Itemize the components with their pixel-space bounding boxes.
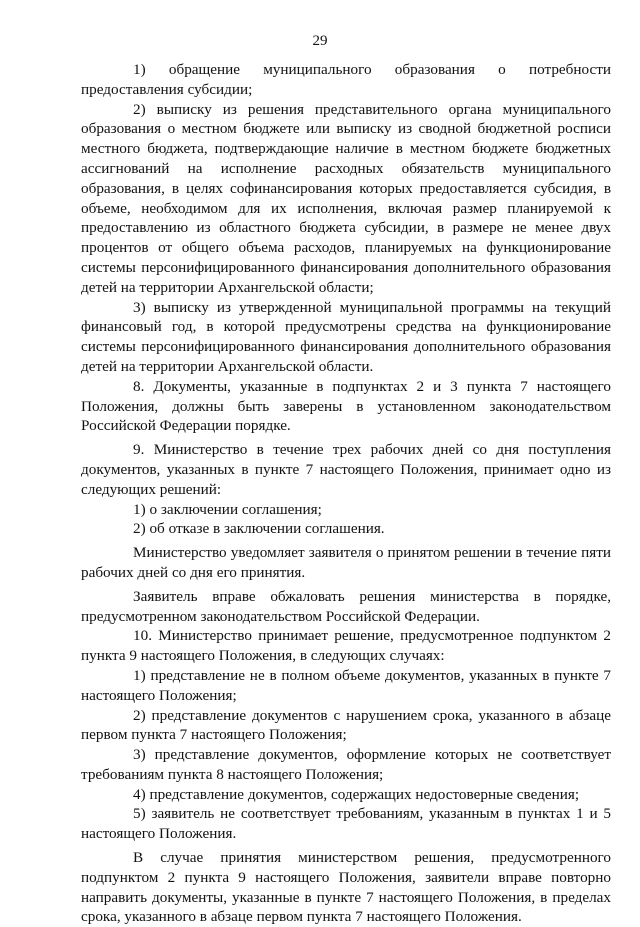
- paragraph-8: Министерство уведомляет заявителя о принятом решении в течение пяти рабочих дней со дня его принятия.: [81, 544, 611, 581]
- paragraph-15: 5) заявитель не соответствует требованиям, указанным в пунктах 1 и 5 настоящего Положения.: [81, 805, 611, 843]
- paragraph-7: 2) об отказе в заключении соглашения.: [133, 520, 385, 538]
- paragraph-1: 1) обращение муниципального образования о потребности предоставления субсидии;: [81, 61, 611, 98]
- paragraph-9: Заявитель вправе обжаловать решения министерства в порядке, предусмотренном законодательством Российской Федерации.: [81, 587, 611, 625]
- paragraph-14: 4) представление документов, содержащих недостоверные сведения;: [133, 785, 580, 803]
- paragraph-4: 8. Документы, указанные в подпунктах 2 и 3 пункта 7 настоящего Положения, должны быть заверены в установленном законодательством Российской Федерации порядке.: [81, 377, 611, 435]
- paragraph-12: 2) представление документов с нарушением срока, указанного в абзаце первом пункта 7 настоящего Положения;: [81, 706, 611, 744]
- paragraph-6: 1) о заключении соглашения;: [133, 500, 322, 518]
- paragraph-2: 2) выписку из решения представительного органа муниципального образования о местном бюджете или выписку из сводной бюджетной росписи местного бюджета, подтверждающие наличие в местном бюджете бюджетных ассигнований на исполнение расходных обязательств муниципального образования, в целях софинансирования которых предоставляется субсидия, в объеме, необходимом для их исполнения, включая размер планируемой к предоставлению из областного бюджета субсидии, в размере не менее двух процентов от общего объема расходов, планируемых на функционирование системы персонифицированного финансирования дополнительного образования детей на территории Архангельской области;: [81, 100, 611, 296]
- page-number: 29: [312, 33, 328, 49]
- document-body: [81, 60, 611, 927]
- paragraph-10: 10. Министерство принимает решение, предусмотренное подпунктом 2 пункта 9 настоящего Положения, в следующих случаях:: [81, 627, 611, 665]
- paragraph-11: 1) представление не в полном объеме документов, указанных в пункте 7 настоящего Положения;: [81, 666, 611, 704]
- paragraph-5: 9. Министерство в течение трех рабочих дней со дня поступления документов, указанных в пункте 7 настоящего Положения, принимает одно из следующих решений:: [81, 441, 611, 498]
- paragraph-13: 3) представление документов, оформление которых не соответствует требованиям пункта 8 настоящего Положения;: [81, 746, 611, 783]
- paragraph-16: В случае принятия министерством решения, предусмотренного подпунктом 2 пункта 9 настоящего Положения, заявители вправе повторно направить документы, указанные в пункте 7 настоящего Положения, в пределах срока, указанного в абзаце первом пункта 7 настоящего Положения.: [81, 849, 611, 926]
- paragraph-3: 3) выписку из утвержденной муниципальной программы на текущий финансовый год, в которой предусмотрены средства на функционирование системы персонифицированного финансирования дополнительного образования детей на территории Архангельской области.: [81, 298, 611, 375]
